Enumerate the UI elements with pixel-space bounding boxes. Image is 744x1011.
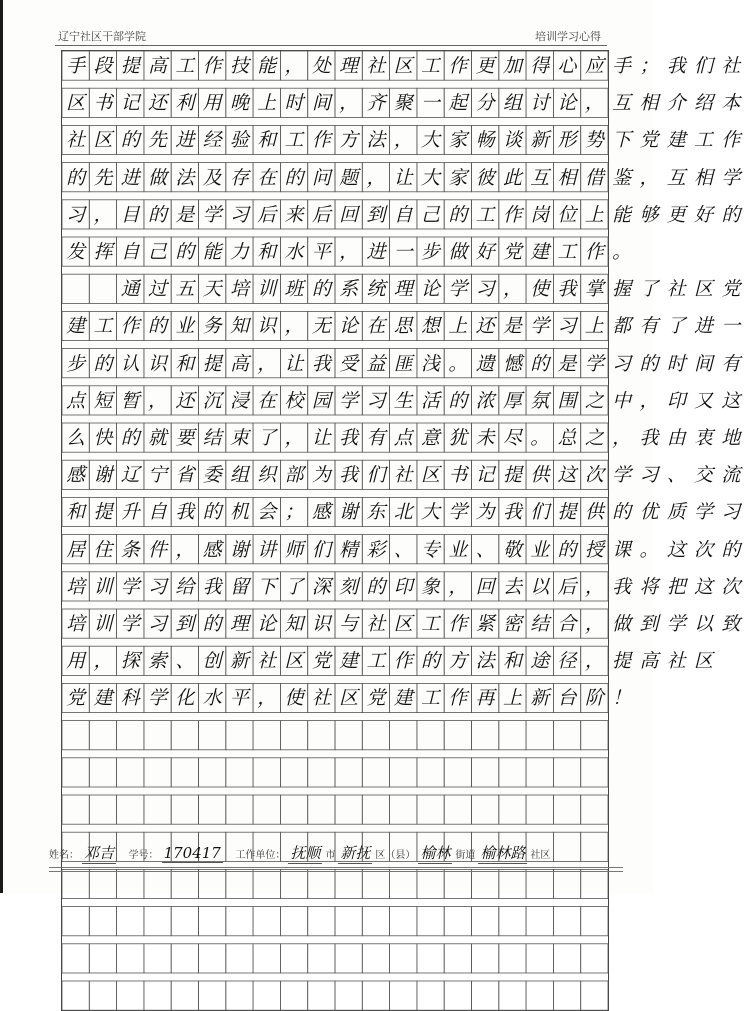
- name-value: 邓吉: [84, 844, 115, 862]
- district-label: 区（县）: [375, 850, 416, 861]
- grid-cell: [444, 944, 471, 973]
- grid-cell: [253, 869, 280, 898]
- grid-cell: [362, 795, 389, 824]
- essay-line: 手 段 提 高 工 作 技 能 ， 处 理 社 区 工 作 更 加 得 心 应 手 ； 我 们 社: [66, 55, 741, 77]
- grid-cell: [472, 944, 499, 973]
- grid-cell: [335, 869, 362, 898]
- grid-cell: [199, 758, 226, 787]
- grid-cell: [553, 758, 580, 787]
- grid-cell: [117, 758, 144, 787]
- grid-cell: [444, 758, 471, 787]
- grid-cell: [199, 721, 226, 750]
- city-value: 抚顺: [290, 844, 321, 862]
- grid-cell: [89, 869, 116, 898]
- city-label: 市: [325, 850, 336, 861]
- grid-cell: [117, 907, 144, 936]
- grid-cell: [417, 981, 444, 1010]
- grid-cell: [226, 907, 253, 936]
- grid-cell: [526, 944, 553, 973]
- grid-cell: [417, 944, 444, 973]
- grid-cell: [89, 721, 116, 750]
- grid-cell: [62, 907, 89, 936]
- grid-cell: [526, 869, 553, 898]
- grid-cell: [581, 758, 608, 787]
- grid-cell: [171, 795, 198, 824]
- grid-cell: [144, 869, 171, 898]
- grid-cell: [171, 944, 198, 973]
- grid-cell: [89, 944, 116, 973]
- grid-cell: [390, 721, 417, 750]
- grid-cell: [199, 907, 226, 936]
- grid-cell: [117, 981, 144, 1010]
- grid-cell: [280, 944, 307, 973]
- grid-cell: [117, 721, 144, 750]
- grid-cell: [526, 907, 553, 936]
- grid-cell: [362, 869, 389, 898]
- essay-line: 和 提 升 自 我 的 机 会 ； 感 谢 东 北 大 学 为 我 们 提 供 的 优 质 学 习: [66, 501, 741, 524]
- grid-cell: [581, 981, 608, 1010]
- essay-line: 么 快 的 就 要 结 束 了 ， 让 我 有 点 意 犹 未 尽 。 总 之 ， 我 由 衷 地: [66, 427, 741, 449]
- grid-cell: [335, 981, 362, 1010]
- grid-cell: [390, 944, 417, 973]
- grid-cell: [280, 907, 307, 936]
- grid-cell: [226, 981, 253, 1010]
- grid-cell: [362, 907, 389, 936]
- grid-cell: [581, 907, 608, 936]
- grid-cell: [526, 795, 553, 824]
- grid-cell: [280, 981, 307, 1010]
- essay-line: 习 ， 目 的 是 学 习 后 来 后 回 到 自 己 的 工 作 岗 位 上 能 够 更 好 的: [66, 203, 741, 226]
- grid-cell: [472, 907, 499, 936]
- sheet-title: 培训学习心得: [535, 30, 601, 43]
- grid-cell: [390, 758, 417, 787]
- grid-cell: [417, 907, 444, 936]
- grid-cell: [280, 721, 307, 750]
- grid-cell: [553, 944, 580, 973]
- grid-cell: [253, 758, 280, 787]
- grid-cell: [553, 721, 580, 750]
- street-label: 街道: [455, 850, 476, 861]
- essay-line: 培 训 学 习 给 我 留 下 了 深 刻 的 印 象 ， 回 去 以 后 ， 我 将 把 这 次: [66, 575, 741, 598]
- unit-label: 工作单位：: [235, 850, 286, 861]
- essay-line: 的 先 进 做 法 及 存 在 的 问 题 ， 让 大 家 彼 此 互 相 借 鉴 ， 互 相 学: [66, 166, 741, 189]
- name-label: 姓名：: [49, 850, 79, 861]
- id-value: 170417: [163, 844, 221, 862]
- grid-cell: [226, 721, 253, 750]
- grid-cell: [117, 795, 144, 824]
- grid-cell: [362, 758, 389, 787]
- grid-cell: [253, 907, 280, 936]
- footer-rule: [49, 867, 623, 868]
- street-value: 榆林: [420, 844, 451, 862]
- essay-line: 用 ， 探 索 、 创 新 社 区 党 建 工 作 的 方 法 和 途 径 ， 提 高 社 区: [66, 650, 714, 673]
- grid-cell: [526, 721, 553, 750]
- grid-cell: [390, 981, 417, 1010]
- district-value: 新抚: [340, 844, 371, 862]
- header-rule: [55, 45, 607, 46]
- grid-cell: [199, 981, 226, 1010]
- grid-cell: [89, 758, 116, 787]
- grid-cell: [581, 721, 608, 750]
- grid-cell: [472, 869, 499, 898]
- grid-cell: [362, 944, 389, 973]
- grid-cell: [199, 869, 226, 898]
- grid-cell: [390, 907, 417, 936]
- grid-cell: [553, 981, 580, 1010]
- grid-cell: [581, 869, 608, 898]
- grid-cell: [89, 795, 116, 824]
- grid-cell: [444, 721, 471, 750]
- essay-line: 感 谢 辽 宁 省 委 组 织 部 为 我 们 社 区 书 记 提 供 这 次 学 习 、 交 流: [66, 464, 741, 487]
- grid-cell: [253, 721, 280, 750]
- grid-cell: [226, 869, 253, 898]
- grid-cell: [308, 869, 335, 898]
- grid-cell: [417, 721, 444, 750]
- grid-cell: [444, 795, 471, 824]
- grid-cell: [62, 981, 89, 1010]
- essay-line: 发 挥 自 己 的 能 力 和 水 平 ， 进 一 步 做 好 党 建 工 作 。: [66, 241, 632, 263]
- grid-cell: [117, 944, 144, 973]
- essay-line: 通 过 五 天 培 训 班 的 系 统 理 论 学 习 ， 使 我 掌 握 了 社 区 党: [120, 278, 741, 301]
- grid-cell: [226, 795, 253, 824]
- grid-cell: [308, 944, 335, 973]
- grid-cell: [226, 758, 253, 787]
- grid-cell: [390, 795, 417, 824]
- grid-cell: [62, 758, 89, 787]
- grid-cell: [335, 944, 362, 973]
- grid-cell: [335, 721, 362, 750]
- grid-cell: [144, 721, 171, 750]
- grid-cell: [171, 721, 198, 750]
- grid-cell: [444, 869, 471, 898]
- grid-cell: [171, 758, 198, 787]
- grid-cell: [553, 869, 580, 898]
- grid-cell: [117, 869, 144, 898]
- grid-cell: [253, 944, 280, 973]
- grid-cell: [472, 981, 499, 1010]
- grid-cell: [144, 981, 171, 1010]
- community-label: 社区: [530, 850, 551, 861]
- grid-cell: [308, 907, 335, 936]
- grid-cell: [417, 758, 444, 787]
- grid-cell: [62, 795, 89, 824]
- grid-cell: [171, 907, 198, 936]
- grid-cell: [499, 758, 526, 787]
- grid-cell: [335, 907, 362, 936]
- grid-cell: [280, 869, 307, 898]
- grid-cell: [472, 795, 499, 824]
- grid-cell: [390, 869, 417, 898]
- grid-cell: [89, 907, 116, 936]
- grid-cell: [335, 795, 362, 824]
- community-value: 榆林路: [480, 844, 526, 862]
- grid-cell: [417, 869, 444, 898]
- grid-cell: [499, 907, 526, 936]
- grid-cell: [89, 981, 116, 1010]
- essay-line: 点 短 暂 ， 还 沉 浸 在 校 园 学 习 生 活 的 浓 厚 氛 围 之 中 ， 印 又 这: [66, 389, 741, 412]
- grid-cell: [199, 944, 226, 973]
- footer-rule-lower: [49, 871, 623, 872]
- grid-cell: [553, 907, 580, 936]
- grid-cell: [526, 758, 553, 787]
- grid-cell: [499, 869, 526, 898]
- essay-line: 建 工 作 的 业 务 知 识 ， 无 论 在 思 想 上 还 是 学 习 上 都 有 了 进 一: [66, 315, 741, 338]
- grid-cell: [308, 758, 335, 787]
- grid-cell: [62, 721, 89, 750]
- school-name: 辽宁社区干部学院: [58, 30, 146, 43]
- essay-line: 区 书 记 还 利 用 晚 上 时 间 ， 齐 聚 一 起 分 组 讨 论 ， 互 相 介 绍 本: [66, 92, 741, 115]
- grid-cell: [581, 795, 608, 824]
- grid-cell: [199, 795, 226, 824]
- essay-line: 居 住 条 件 ， 感 谢 讲 师 们 精 彩 、 专 业 、 敬 业 的 授 课 。 这 次 的: [66, 538, 741, 561]
- grid-cell: [308, 795, 335, 824]
- grid-cell: [553, 795, 580, 824]
- grid-cell: [362, 981, 389, 1010]
- grid-cell: [499, 981, 526, 1010]
- grid-cell: [144, 758, 171, 787]
- grid-cell: [472, 758, 499, 787]
- grid-cell: [144, 907, 171, 936]
- grid-cell: [226, 944, 253, 973]
- grid-cell: [444, 907, 471, 936]
- grid-cell: [62, 944, 89, 973]
- essay-line: 党 建 科 学 化 水 平 ， 使 社 区 党 建 工 作 再 上 新 台 阶 ！: [66, 687, 632, 710]
- grid-cell: [144, 795, 171, 824]
- grid-cell: [253, 795, 280, 824]
- grid-cell: [144, 944, 171, 973]
- grid-cell: [499, 944, 526, 973]
- grid-cell: [417, 795, 444, 824]
- grid-cell: [280, 758, 307, 787]
- grid-cell: [499, 795, 526, 824]
- grid-cell: [308, 981, 335, 1010]
- grid-cell: [171, 981, 198, 1010]
- grid-cell: [280, 795, 307, 824]
- grid-cell: [171, 869, 198, 898]
- student-info: [49, 842, 619, 864]
- grid-cell: [581, 944, 608, 973]
- grid-cell: [62, 869, 89, 898]
- grid-cell: [444, 981, 471, 1010]
- grid-cell: [499, 721, 526, 750]
- grid-cell: [308, 721, 335, 750]
- essay-line: 社 区 的 先 进 经 验 和 工 作 方 法 ， 大 家 畅 谈 新 形 势 下 党 建 工 作: [66, 129, 741, 152]
- essay-line: 步 的 认 识 和 提 高 ， 让 我 受 益 匪 浅 。 遗 憾 的 是 学 习 的 时 间 有: [66, 352, 741, 375]
- grid-cell: [526, 981, 553, 1010]
- grid-cell: [335, 758, 362, 787]
- essay-line: 培 训 学 习 到 的 理 论 知 识 与 社 区 工 作 紧 密 结 合 ， 做 到 学 以 致: [66, 613, 741, 635]
- id-label: 学号：: [128, 850, 159, 861]
- grid-cell: [472, 721, 499, 750]
- grid-cell: [253, 981, 280, 1010]
- grid-cell: [362, 721, 389, 750]
